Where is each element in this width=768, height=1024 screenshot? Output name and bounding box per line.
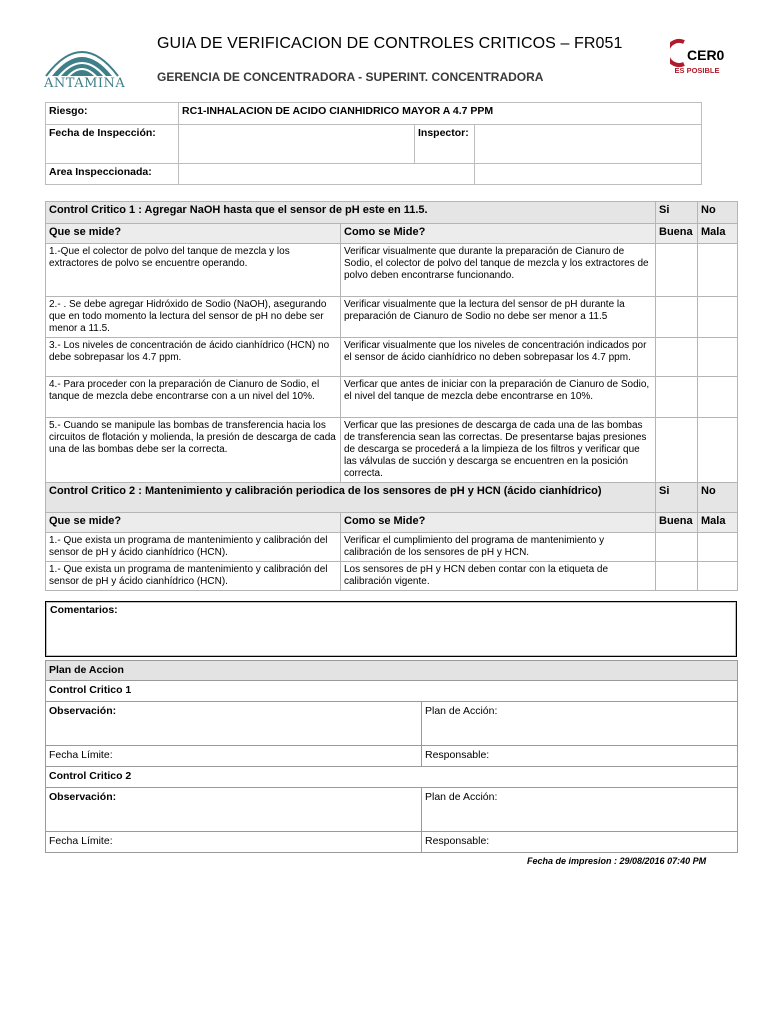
observacion-field[interactable]: Observación: [46,788,422,832]
buena-checkbox[interactable] [656,377,698,418]
table-row [46,418,738,483]
fecha-inspeccion-field[interactable] [179,125,415,164]
no-header: No [698,202,738,224]
area-inspeccionada-label: Area Inspeccionada: [46,164,179,185]
plan-control-2-label: Control Critico 2 [46,767,738,788]
control-title: Control Critico 2 : Mantenimiento y calibración periodica de los sensores de pH y HCN (ácido cianhídrico) [46,483,656,513]
si-header: Si [656,483,698,513]
que-se-mide-header: Que se mide? [46,513,341,533]
cero-badge-text: CER0 [687,47,725,63]
mala-checkbox[interactable] [698,244,738,297]
como-cell: Verficar que antes de iniciar con la preparación de Cianuro de Sodio, el nivel del tanque de mezcla debe encontrarse en 10%. [341,377,656,418]
como-cell: Verificar visualmente que la lectura del sensor de pH durante la preparación de Cianuro de Sodio no debe ser menor a 11.5 [341,297,656,338]
action-plan-table [45,660,738,853]
mala-header: Mala [698,513,738,533]
logo-wordmark: ANTAMINA [44,76,126,91]
print-date: Fecha de impresion : 29/08/2016 07:40 PM [527,856,707,866]
mala-checkbox[interactable] [698,418,738,483]
responsable-field[interactable]: Responsable: [422,746,738,767]
como-cell: Verificar visualmente que los niveles de concentración indicados por el sensor de ácido cianhídrico no deben sobrepasar los 4.7 ppm. [341,338,656,377]
plan-de-accion-field[interactable]: Plan de Acción: [422,788,738,832]
observacion-field[interactable]: Observación: [46,702,422,746]
buena-checkbox[interactable] [656,418,698,483]
riesgo-label: Riesgo: [46,103,179,125]
mala-checkbox[interactable] [698,562,738,591]
responsable-field[interactable]: Responsable: [422,832,738,853]
table-row [46,562,738,591]
table-row [46,338,738,377]
mala-checkbox[interactable] [698,297,738,338]
buena-checkbox[interactable] [656,533,698,562]
buena-checkbox[interactable] [656,297,698,338]
table-row [46,244,738,297]
como-cell: Verificar visualmente que durante la preparación de Cianuro de Sodio, el colector de polvo del tanque de mezcla y los extractores de polvo deben encontrarse funcionando. [341,244,656,297]
que-cell: 4.- Para proceder con la preparación de Cianuro de Sodio, el tanque de mezcla debe encontrarse con a un nivel del 10%. [46,377,341,418]
mala-checkbox[interactable] [698,377,738,418]
que-cell: 3.- Los niveles de concentración de ácido cianhídrico (HCN) no debe sobrepasar los 4.7 ppm. [46,338,341,377]
que-cell: 1.- Que exista un programa de mantenimiento y calibración del sensor de pH y ácido cianhídrico (HCN). [46,533,341,562]
que-cell: 1.- Que exista un programa de mantenimiento y calibración del sensor de pH y ácido cianhídrico (HCN). [46,562,341,591]
table-row [46,377,738,418]
buena-header: Buena [656,224,698,244]
plan-title: Plan de Accion [46,661,738,681]
que-cell: 5.- Cuando se manipule las bombas de transferencia hacia los circuitos de flotación y molienda, la presión de descarga de cada una de las bombas debe ser la correcta. [46,418,341,483]
risk-info-table [45,102,702,185]
no-header: No [698,483,738,513]
mala-checkbox[interactable] [698,338,738,377]
control-header-2 [46,483,738,513]
que-cell: 2.- . Se debe agregar Hidróxido de Sodio (NaOH), asegurando que en todo momento la lectura del sensor de pH no debe ser menor a 11.5. [46,297,341,338]
como-cell: Verificar el cumplimiento del programa de mantenimiento y calibración de los sensores de pH y HCN. [341,533,656,562]
area-inspeccionada-field[interactable] [179,164,475,185]
como-se-mide-header: Como se Mide? [341,513,656,533]
area-extra-cell [475,164,702,185]
comments-field[interactable] [45,601,737,657]
critical-controls-table [45,201,738,591]
como-cell: Los sensores de pH y HCN deben contar con la etiqueta de calibración vigente. [341,562,656,591]
plan-control-1-label: Control Critico 1 [46,681,738,702]
como-cell: Verficar que las presiones de descarga de cada una de las bombas de transferencia sean las correctas. De presentarse bajas presiones de descarga se procederá a la limpieza de los filtros y verificar que las válvulas de succión y descarga se encuentren en la posición correcta. [341,418,656,483]
buena-checkbox[interactable] [656,562,698,591]
fecha-inspeccion-label: Fecha de Inspección: [46,125,179,164]
como-se-mide-header: Como se Mide? [341,224,656,244]
riesgo-value: RC1-INHALACION DE ACIDO CIANHIDRICO MAYOR A 4.7 PPM [179,103,702,125]
cero-badge-subtitle: ES POSIBLE [674,66,720,75]
table-row [46,533,738,562]
buena-header: Buena [656,513,698,533]
mala-header: Mala [698,224,738,244]
control-title: Control Critico 1 : Agregar NaOH hasta que el sensor de pH este en 11.5. [46,202,656,224]
document-title: GUIA DE VERIFICACION DE CONTROLES CRITICOS – FR051 [157,35,623,52]
si-header: Si [656,202,698,224]
que-se-mide-header: Que se mide? [46,224,341,244]
buena-checkbox[interactable] [656,338,698,377]
que-cell: 1.-Que el colector de polvo del tanque de mezcla y los extractores de polvo se encuentre operando. [46,244,341,297]
plan-de-accion-field[interactable]: Plan de Acción: [422,702,738,746]
control-header-1 [46,202,738,224]
document-subtitle: GERENCIA DE CONCENTRADORA - SUPERINT. CONCENTRADORA [157,70,544,84]
inspector-field[interactable] [475,125,702,164]
buena-checkbox[interactable] [656,244,698,297]
table-row [46,297,738,338]
inspector-label: Inspector: [415,125,475,164]
fecha-limite-field[interactable]: Fecha Límite: [46,832,422,853]
mala-checkbox[interactable] [698,533,738,562]
fecha-limite-field[interactable]: Fecha Límite: [46,746,422,767]
comments-label: Comentarios: [50,604,118,616]
